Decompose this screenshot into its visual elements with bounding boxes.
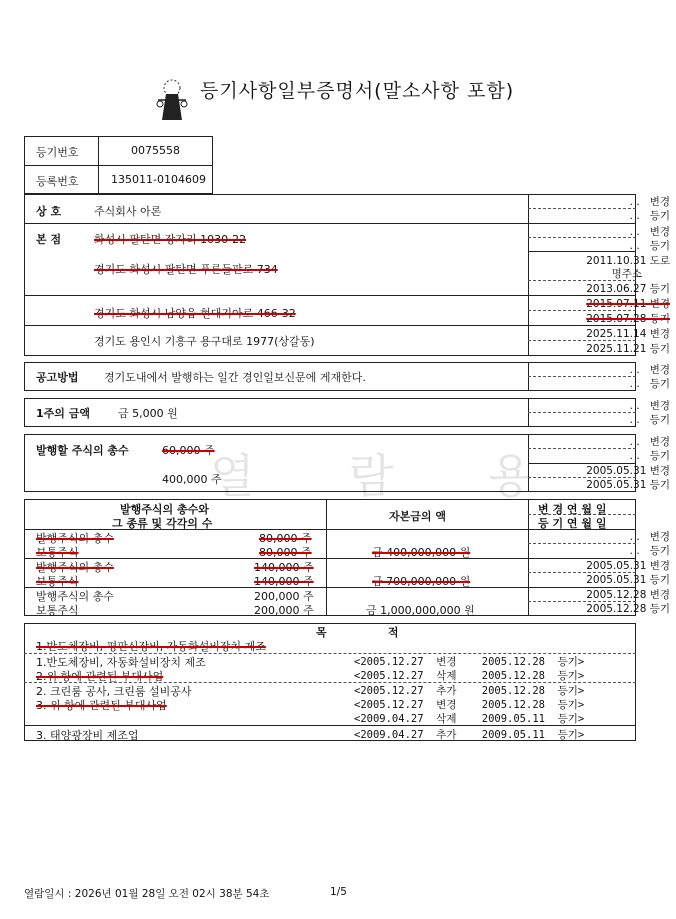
r1-capital: 금 400,000,000 원 xyxy=(372,546,471,559)
r3-total-label: 발행주식의 총수 xyxy=(36,590,114,603)
hq2-reg: 2013.06.27 등기 xyxy=(586,283,670,295)
hq1-reg: . . 등기 xyxy=(629,240,670,252)
purpose-item: 2. 크린룸 공사, 크린룸 설비공사 xyxy=(36,685,192,698)
trade-change: . . 변경 xyxy=(629,196,670,208)
par-reg: . . 등기 xyxy=(629,414,670,426)
hq3-change: 2015.07.11 변경 xyxy=(586,298,670,310)
r1-total-label: 발행주식의 총수 xyxy=(36,532,114,545)
r2-reg: 2005.05.31 등기 xyxy=(586,574,670,586)
r1-common-label: 보통주식 xyxy=(36,546,79,559)
r2-total-value: 140,000 주 xyxy=(254,561,314,574)
page-title: 등기사항일부증명서(말소사항 포함) xyxy=(200,80,515,102)
watermark: 열 람 용 xyxy=(210,449,573,503)
purpose-note: <2005.12.27 삭제 2005.12.28 등기> xyxy=(354,670,585,682)
r2-total-label: 발행주식의 총수 xyxy=(36,561,114,574)
r2-common-label: 보통주식 xyxy=(36,575,79,588)
hq2-change-2: 명주소 xyxy=(611,268,642,280)
r3-capital: 금 1,000,000,000 원 xyxy=(366,604,475,617)
hq-address-4: 경기도 용인시 기흥구 용구대로 1977(상갈동) xyxy=(94,335,315,348)
stock-header-1b: 그 종류 및 각각의 수 xyxy=(112,517,213,530)
notice-value: 경기도내에서 발행하는 일간 경인일보신문에 게재한다. xyxy=(104,371,366,384)
hq-address-1: 화성시 팔탄면 장자리 1030-22 xyxy=(94,233,247,246)
stock-header-3a: 변 경 연 월 일 xyxy=(538,503,607,516)
notice-label: 공고방법 xyxy=(36,371,79,384)
par-value-value: 금 5,000 원 xyxy=(118,407,178,420)
hq1-change: . . 변경 xyxy=(629,226,670,238)
corp-no-label: 등록번호 xyxy=(36,175,79,188)
auth-new-change: 2005.05.31 변경 xyxy=(586,465,670,477)
purpose-note: <2009.04.27 추가 2009.05.11 등기> xyxy=(354,729,585,741)
purpose-header: 목 적 xyxy=(316,626,399,639)
page-number: 1/5 xyxy=(330,886,347,898)
r1-common-value: 80,000 주 xyxy=(259,546,312,559)
r3-common-value: 200,000 주 xyxy=(254,604,314,617)
auth-old-change: . . 변경 xyxy=(629,436,670,448)
hq-address-2: 경기도 화성시 팔탄면 푸른들판로 734 xyxy=(94,263,278,276)
authorized-new: 400,000 주 xyxy=(162,473,222,486)
purpose-item: 3. 태양광장비 제조업 xyxy=(36,729,139,742)
r2-capital: 금 700,000,000 원 xyxy=(372,575,471,588)
notice-reg: . . 등기 xyxy=(629,378,670,390)
purpose-note: <2005.12.27 변경 2005.12.28 등기> xyxy=(354,656,585,668)
notice-change: . . 변경 xyxy=(629,364,670,376)
r3-total-value: 200,000 주 xyxy=(254,590,314,603)
trade-name-label: 상 호 xyxy=(36,205,62,218)
court-emblem-icon xyxy=(148,76,196,124)
auth-new-reg: 2005.05.31 등기 xyxy=(586,479,670,491)
purpose-item: 1.반도체장비, 자동화설비장치 제조 xyxy=(36,656,206,669)
stock-header-1a: 발행주식의 총수와 xyxy=(120,503,209,516)
purpose-item: 3. 위 항에 관련된 부대사업 xyxy=(36,699,167,712)
par-change: . . 변경 xyxy=(629,400,670,412)
reg-no-value: 0075558 xyxy=(131,144,180,157)
purpose-note: <2005.12.27 변경 2005.12.28 등기> xyxy=(354,699,585,711)
r3-reg: 2005.12.28 등기 xyxy=(586,603,670,615)
hq-address-3: 경기도 화성시 남양읍 현대기아로 466-32 xyxy=(94,307,296,320)
r1-reg: . . 등기 xyxy=(629,545,670,557)
trade-reg: . . 등기 xyxy=(629,210,670,222)
trade-name-value: 주식회사 아론 xyxy=(94,205,162,218)
hq4-reg: 2025.11.21 등기 xyxy=(586,343,670,355)
hq-label: 본 점 xyxy=(36,233,62,246)
purpose-note: <2005.12.27 추가 2005.12.28 등기> xyxy=(354,685,585,697)
stock-header-2: 자본금의 액 xyxy=(389,510,446,523)
corp-no-value: 135011-0104609 xyxy=(111,173,206,186)
hq2-change-1: 2011.10.31 도로 xyxy=(586,255,670,267)
purpose-item: 1.반도체장비, 평판신장비, 자동화설비장치 제조 xyxy=(36,640,266,653)
hq4-change: 2025.11.14 변경 xyxy=(586,328,670,340)
hq3-reg: 2015.07.28 등기 xyxy=(586,313,670,325)
authorized-old: 60,000 주 xyxy=(162,444,215,457)
authorized-label: 발행할 주식의 총수 xyxy=(36,444,129,457)
viewed-at: 열람일시 : 2026년 01월 28일 오전 02시 38분 54초 xyxy=(24,888,270,900)
par-value-label: 1주의 금액 xyxy=(36,407,90,420)
r3-common-label: 보통주식 xyxy=(36,604,79,617)
reg-no-label: 등기번호 xyxy=(36,146,79,159)
r2-change: 2005.05.31 변경 xyxy=(586,560,670,572)
purpose-item: 2.위 항에 관련된 부대사업 xyxy=(36,670,164,683)
r3-change: 2005.12.28 변경 xyxy=(586,589,670,601)
r1-total-value: 80,000 주 xyxy=(259,532,312,545)
purpose-note: <2009.04.27 삭제 2009.05.11 등기> xyxy=(354,713,585,725)
r1-change: . . 변경 xyxy=(629,531,670,543)
r2-common-value: 140,000 주 xyxy=(254,575,314,588)
auth-old-reg: . . 등기 xyxy=(629,450,670,462)
stock-header-3b: 등 기 연 월 일 xyxy=(538,517,607,530)
